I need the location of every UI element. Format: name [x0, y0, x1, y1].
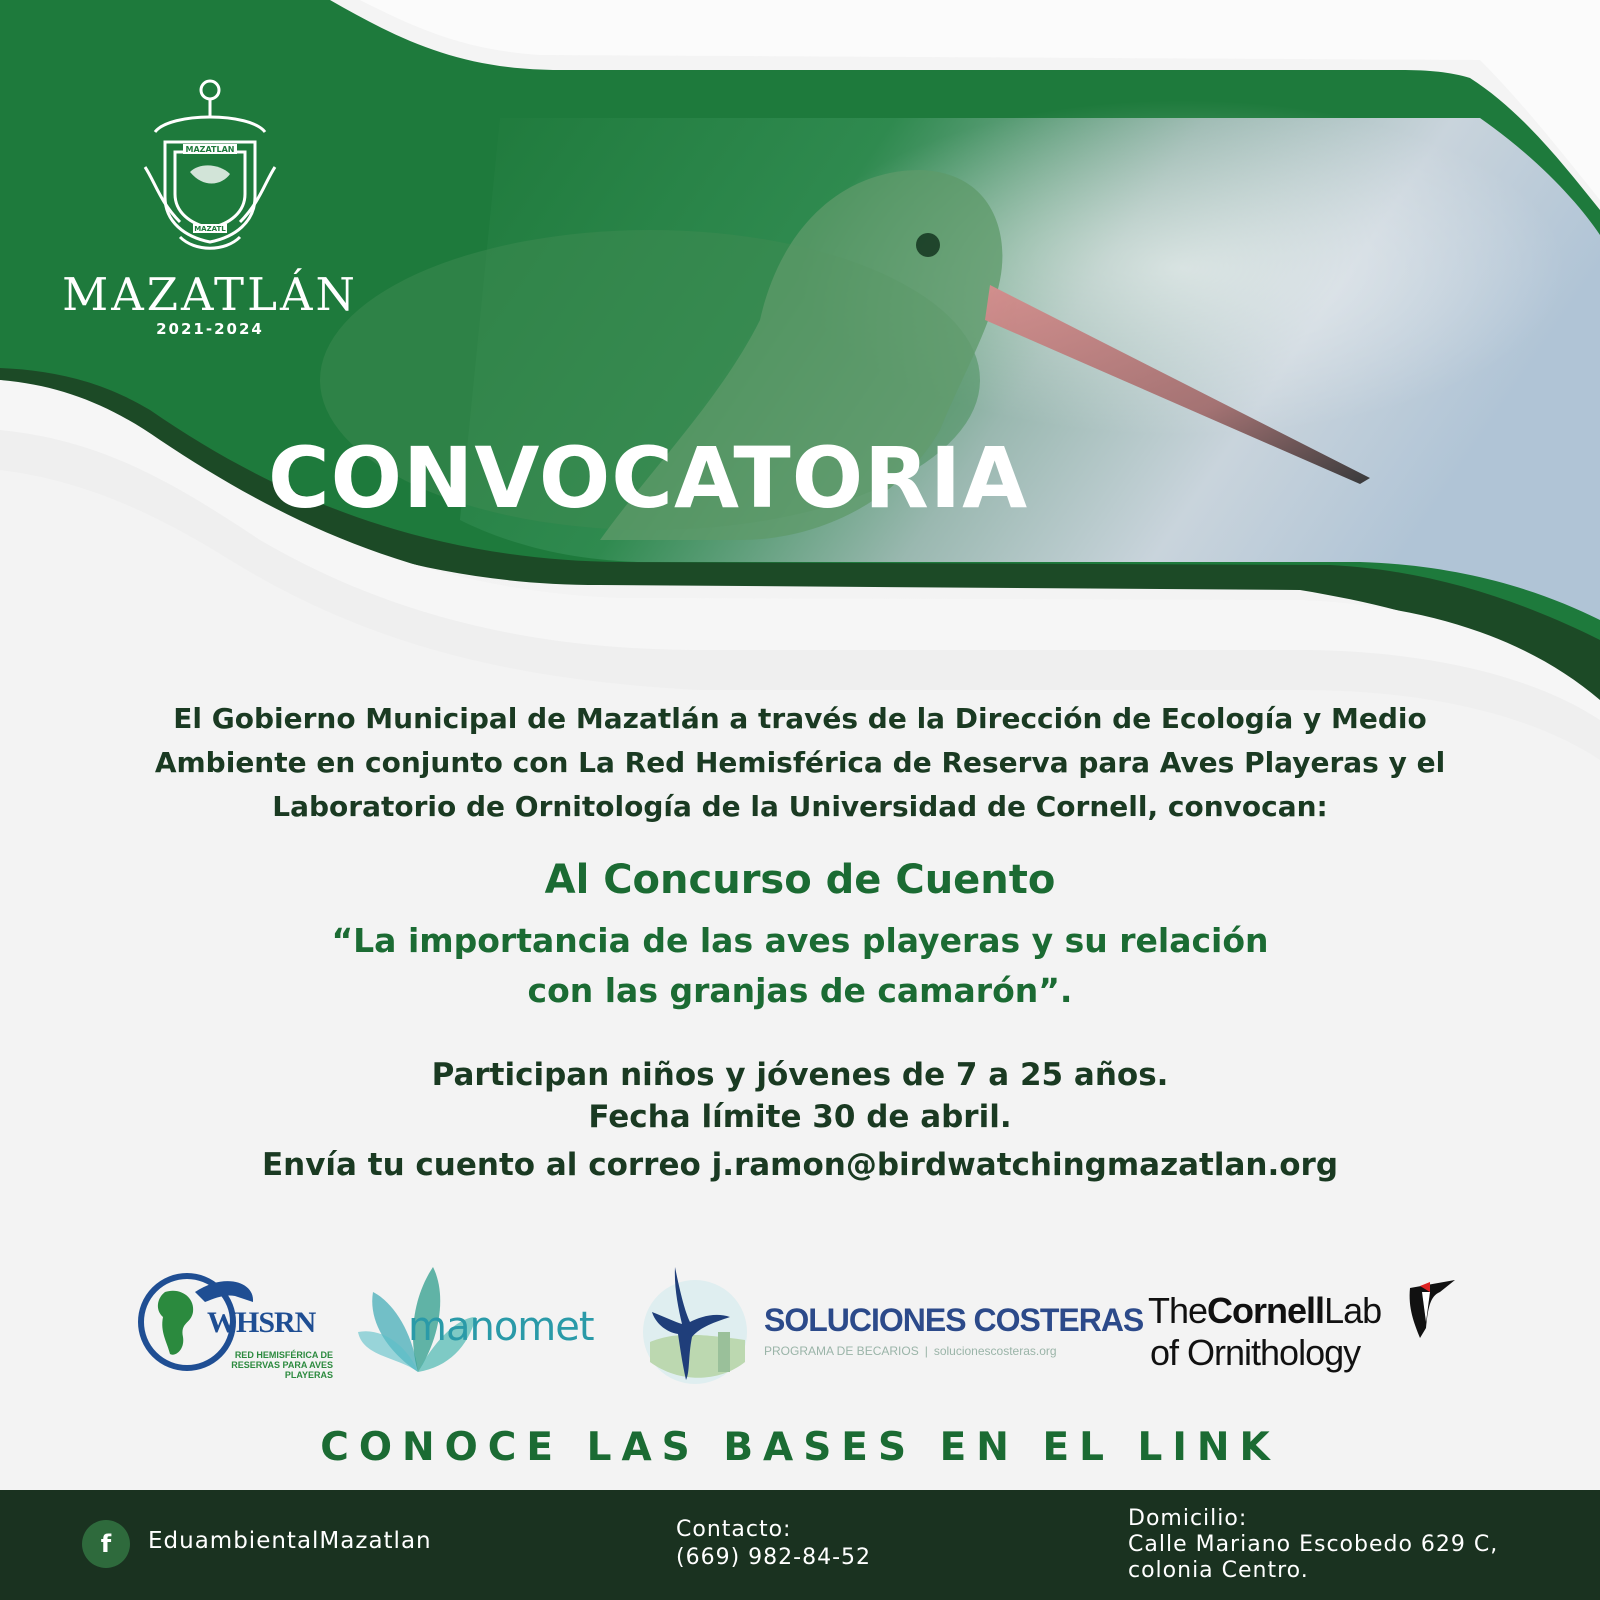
facebook-handle[interactable]: EduambientalMazatlan [148, 1528, 432, 1554]
hero-title: CONVOCATORIA [268, 429, 1029, 527]
brand-years: 2021-2024 [156, 320, 264, 338]
manomet-logo [358, 1262, 618, 1382]
woodpecker-icon [1400, 1278, 1460, 1358]
cornell-lab-logo [1140, 1290, 1460, 1390]
svg-text:MAZATLAN: MAZATLAN [185, 145, 235, 154]
intro-line: El Gobierno Municipal de Mazatlán a través de la Dirección de Ecología y Medio [173, 702, 1427, 735]
intro-paragraph [100, 697, 1500, 829]
contest-title-line: con las granjas de camarón”. [527, 971, 1073, 1010]
address-line: colonia Centro. [1128, 1558, 1309, 1583]
contact-info [676, 1516, 871, 1572]
deadline-text: Fecha límite 30 de abril. [588, 1099, 1012, 1135]
contest-title-line: “La importancia de las aves playeras y su relación [331, 921, 1269, 960]
email-text: Envía tu cuento al correo j.ramon@birdwatchingmazatlan.org [261, 1147, 1339, 1183]
contest-details [100, 1054, 1500, 1186]
cornell-name: TheCornellLab [1148, 1290, 1382, 1331]
address-info [1128, 1506, 1498, 1584]
participants-text: Participan niños y jóvenes de 7 a 25 años. [431, 1057, 1169, 1093]
contest-title [240, 916, 1360, 1016]
whsrn-name: WHSRN [207, 1306, 316, 1339]
soluciones-name: SOLUCIONES COSTERAS [764, 1302, 1144, 1338]
address-line: Calle Mariano Escobedo 629 C, [1128, 1532, 1499, 1557]
seabird-icon [640, 1262, 750, 1392]
cornell-subtitle: of Ornithology [1150, 1332, 1361, 1373]
soluciones-costeras-logo [640, 1262, 1144, 1392]
whsrn-subtitle: RED HEMISFÉRICA DE RESERVAS PARA AVES PLAYERAS [231, 1350, 333, 1380]
svg-text:MAZATL: MAZATL [194, 225, 226, 233]
intro-line: Ambiente en conjunto con La Red Hemisférica de Reserva para Aves Playeras y el [154, 746, 1446, 779]
soluciones-subtitle: PROGRAMA DE BECARIOS | solucionescosteras.org [764, 1344, 1057, 1358]
brand-name: MAZATLÁN [62, 268, 358, 321]
contact-phone: (669) 982-84-52 [676, 1545, 872, 1570]
whsrn-logo [135, 1262, 335, 1382]
contact-label: Contacto: [676, 1517, 792, 1542]
contest-heading: Al Concurso de Cuento [544, 857, 1056, 903]
intro-line: Laboratorio de Ornitología de la Universidad de Cornell, convocan: [272, 790, 1328, 823]
facebook-icon[interactable]: f [82, 1520, 130, 1568]
mazatlan-crest-logo [135, 72, 285, 257]
manomet-name: manomet [408, 1304, 594, 1350]
footer [0, 1490, 1600, 1600]
address-label: Domicilio: [1128, 1506, 1248, 1531]
cta-link-text[interactable]: CONOCE LAS BASES EN EL LINK [320, 1425, 1280, 1470]
